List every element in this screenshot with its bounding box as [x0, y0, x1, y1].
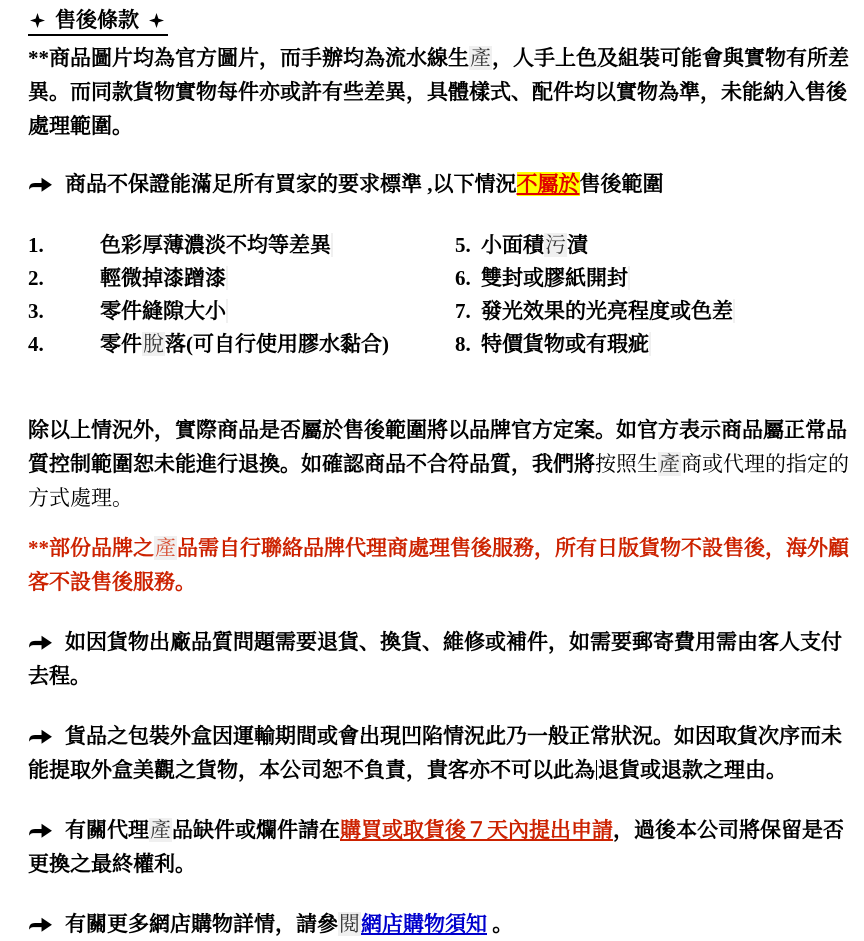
- fallback-char: 產: [659, 452, 680, 476]
- item-number: 8.: [455, 332, 471, 356]
- intro-text: **商品圖片均為官方圖片，而手辦均為流水線生: [28, 46, 469, 70]
- item-number: 2.: [28, 266, 44, 290]
- fallback-char: [628, 266, 630, 290]
- fallback-char: 脫: [143, 332, 164, 356]
- right-arrow-icon: [28, 176, 53, 193]
- item-text: 小面積: [481, 233, 544, 257]
- fallback-char: 產: [470, 46, 491, 70]
- item-number: 5.: [455, 233, 471, 257]
- list-item: [28, 295, 455, 328]
- not-covered-statement: [28, 167, 856, 201]
- right-arrow-icon: [28, 916, 53, 933]
- brand-decision-paragraph: [28, 413, 856, 515]
- shop-guide-link[interactable]: 網店購物須知: [361, 912, 487, 936]
- list-row: [28, 229, 856, 262]
- item-text: 雙封或膠紙開封: [481, 266, 628, 290]
- defect-claim-paragraph: [28, 813, 856, 881]
- fallback-char: 污: [545, 233, 566, 257]
- fallback-char: [733, 299, 735, 323]
- right-arrow-icon: [28, 822, 53, 839]
- list-item: [28, 328, 455, 361]
- item-text: 輕微掉漆蹭漆: [100, 266, 226, 290]
- four-pointed-star-icon: [149, 13, 164, 28]
- list-item: [455, 229, 856, 262]
- item-number: 3.: [28, 299, 44, 323]
- list-item: [455, 328, 856, 361]
- fallback-char: 閱: [339, 912, 360, 936]
- fallback-char: [226, 266, 228, 290]
- item-text: 發光效果的光亮程度或色差: [481, 299, 733, 323]
- item-text: 零件縫隙大小: [100, 299, 226, 323]
- fallback-char: [649, 332, 651, 356]
- item-number: 4.: [28, 332, 44, 356]
- list-item: [28, 262, 455, 295]
- factory-text: 如因貨物出廠品質問題需要退貨、換貨、維修或補件，如需要郵寄費用需由客人支付去程。: [28, 630, 842, 688]
- red-notice-paragraph: [28, 531, 856, 599]
- four-pointed-star-icon: [30, 13, 45, 28]
- decision-text: 按照生: [595, 452, 658, 476]
- footnote-text: 有關更多網店購物詳情，請參: [65, 912, 338, 936]
- item-number: 1.: [28, 233, 44, 257]
- red-notice-text: **部份品牌之: [28, 536, 154, 560]
- footnote-text: 。: [487, 912, 514, 936]
- defect-text: 有關代理: [65, 818, 149, 842]
- claim-deadline-phrase: 購買或取貨後７天內提出申請: [340, 818, 613, 842]
- exclusion-list: [28, 229, 856, 361]
- item-number: 7.: [455, 299, 471, 323]
- item-text: 特價貨物或有瑕疵: [481, 332, 649, 356]
- item-text: 色彩厚薄濃淡不均等差異: [100, 233, 331, 257]
- list-item: [28, 229, 455, 262]
- fallback-char: 產: [150, 818, 171, 842]
- defect-text: ，過後本公司將保留是否更換之最終權利。: [28, 818, 844, 876]
- right-arrow-icon: [28, 728, 53, 745]
- statement-post: 售後範圍: [579, 172, 664, 196]
- page-title: [28, 8, 168, 36]
- list-row: [28, 328, 856, 361]
- footnote-paragraph: [28, 907, 856, 941]
- item-text: 落(可自行使用膠水黏合): [165, 332, 389, 356]
- right-arrow-icon: [28, 634, 53, 651]
- statement-pre: 商品不保證能滿足所有買家的要求標準 ,以下情況: [65, 172, 517, 196]
- list-row: [28, 295, 856, 328]
- decision-text: 商或代理的指定的方式處理。: [28, 452, 849, 510]
- defect-text: 品缺件或爛件請在: [172, 818, 340, 842]
- fallback-char: [331, 233, 333, 257]
- highlighted-phrase: 不屬於: [516, 172, 580, 196]
- packaging-text: 貨品之包裝外盒因運輸期間或會出現凹陷情況此乃一般正常狀況。如因取貨次序而未能提取外盒美觀之貨物，本公司恕不負責，貴客亦不可以此為: [28, 724, 842, 782]
- packaging-paragraph: [28, 719, 856, 787]
- packaging-text: 退貨或退款之理由。: [598, 758, 787, 782]
- list-row: [28, 262, 856, 295]
- intro-paragraph: [28, 41, 856, 143]
- item-number: 6.: [455, 266, 471, 290]
- factory-quality-paragraph: [28, 625, 856, 693]
- item-text: 漬: [567, 233, 588, 257]
- decision-text: 除以上情況外，實際商品是否屬於售後範圍將以品牌官方定案。如官方表示商品屬正常品質控制範圍恕未能進行退換。如確認商品不合符品質，我們將: [28, 418, 847, 476]
- item-text: 零件: [100, 332, 142, 356]
- fallback-char: [226, 299, 228, 323]
- intro-text: ，人手上色及組裝可能會與實物有所差異。而同款貨物實物每件亦或許有些差異，具體樣式、配件均以實物為準，未能納入售後處理範圍。: [28, 46, 849, 138]
- fallback-char: 產: [155, 536, 176, 560]
- red-notice-text: 品需自行聯絡品牌代理商處理售後服務，所有日版貨物不設售後，海外顧客不設售後服務。: [28, 536, 849, 594]
- list-item: [455, 262, 856, 295]
- text-caret: [596, 760, 597, 780]
- list-item: [455, 295, 856, 328]
- title-text: 售後條款: [55, 8, 139, 32]
